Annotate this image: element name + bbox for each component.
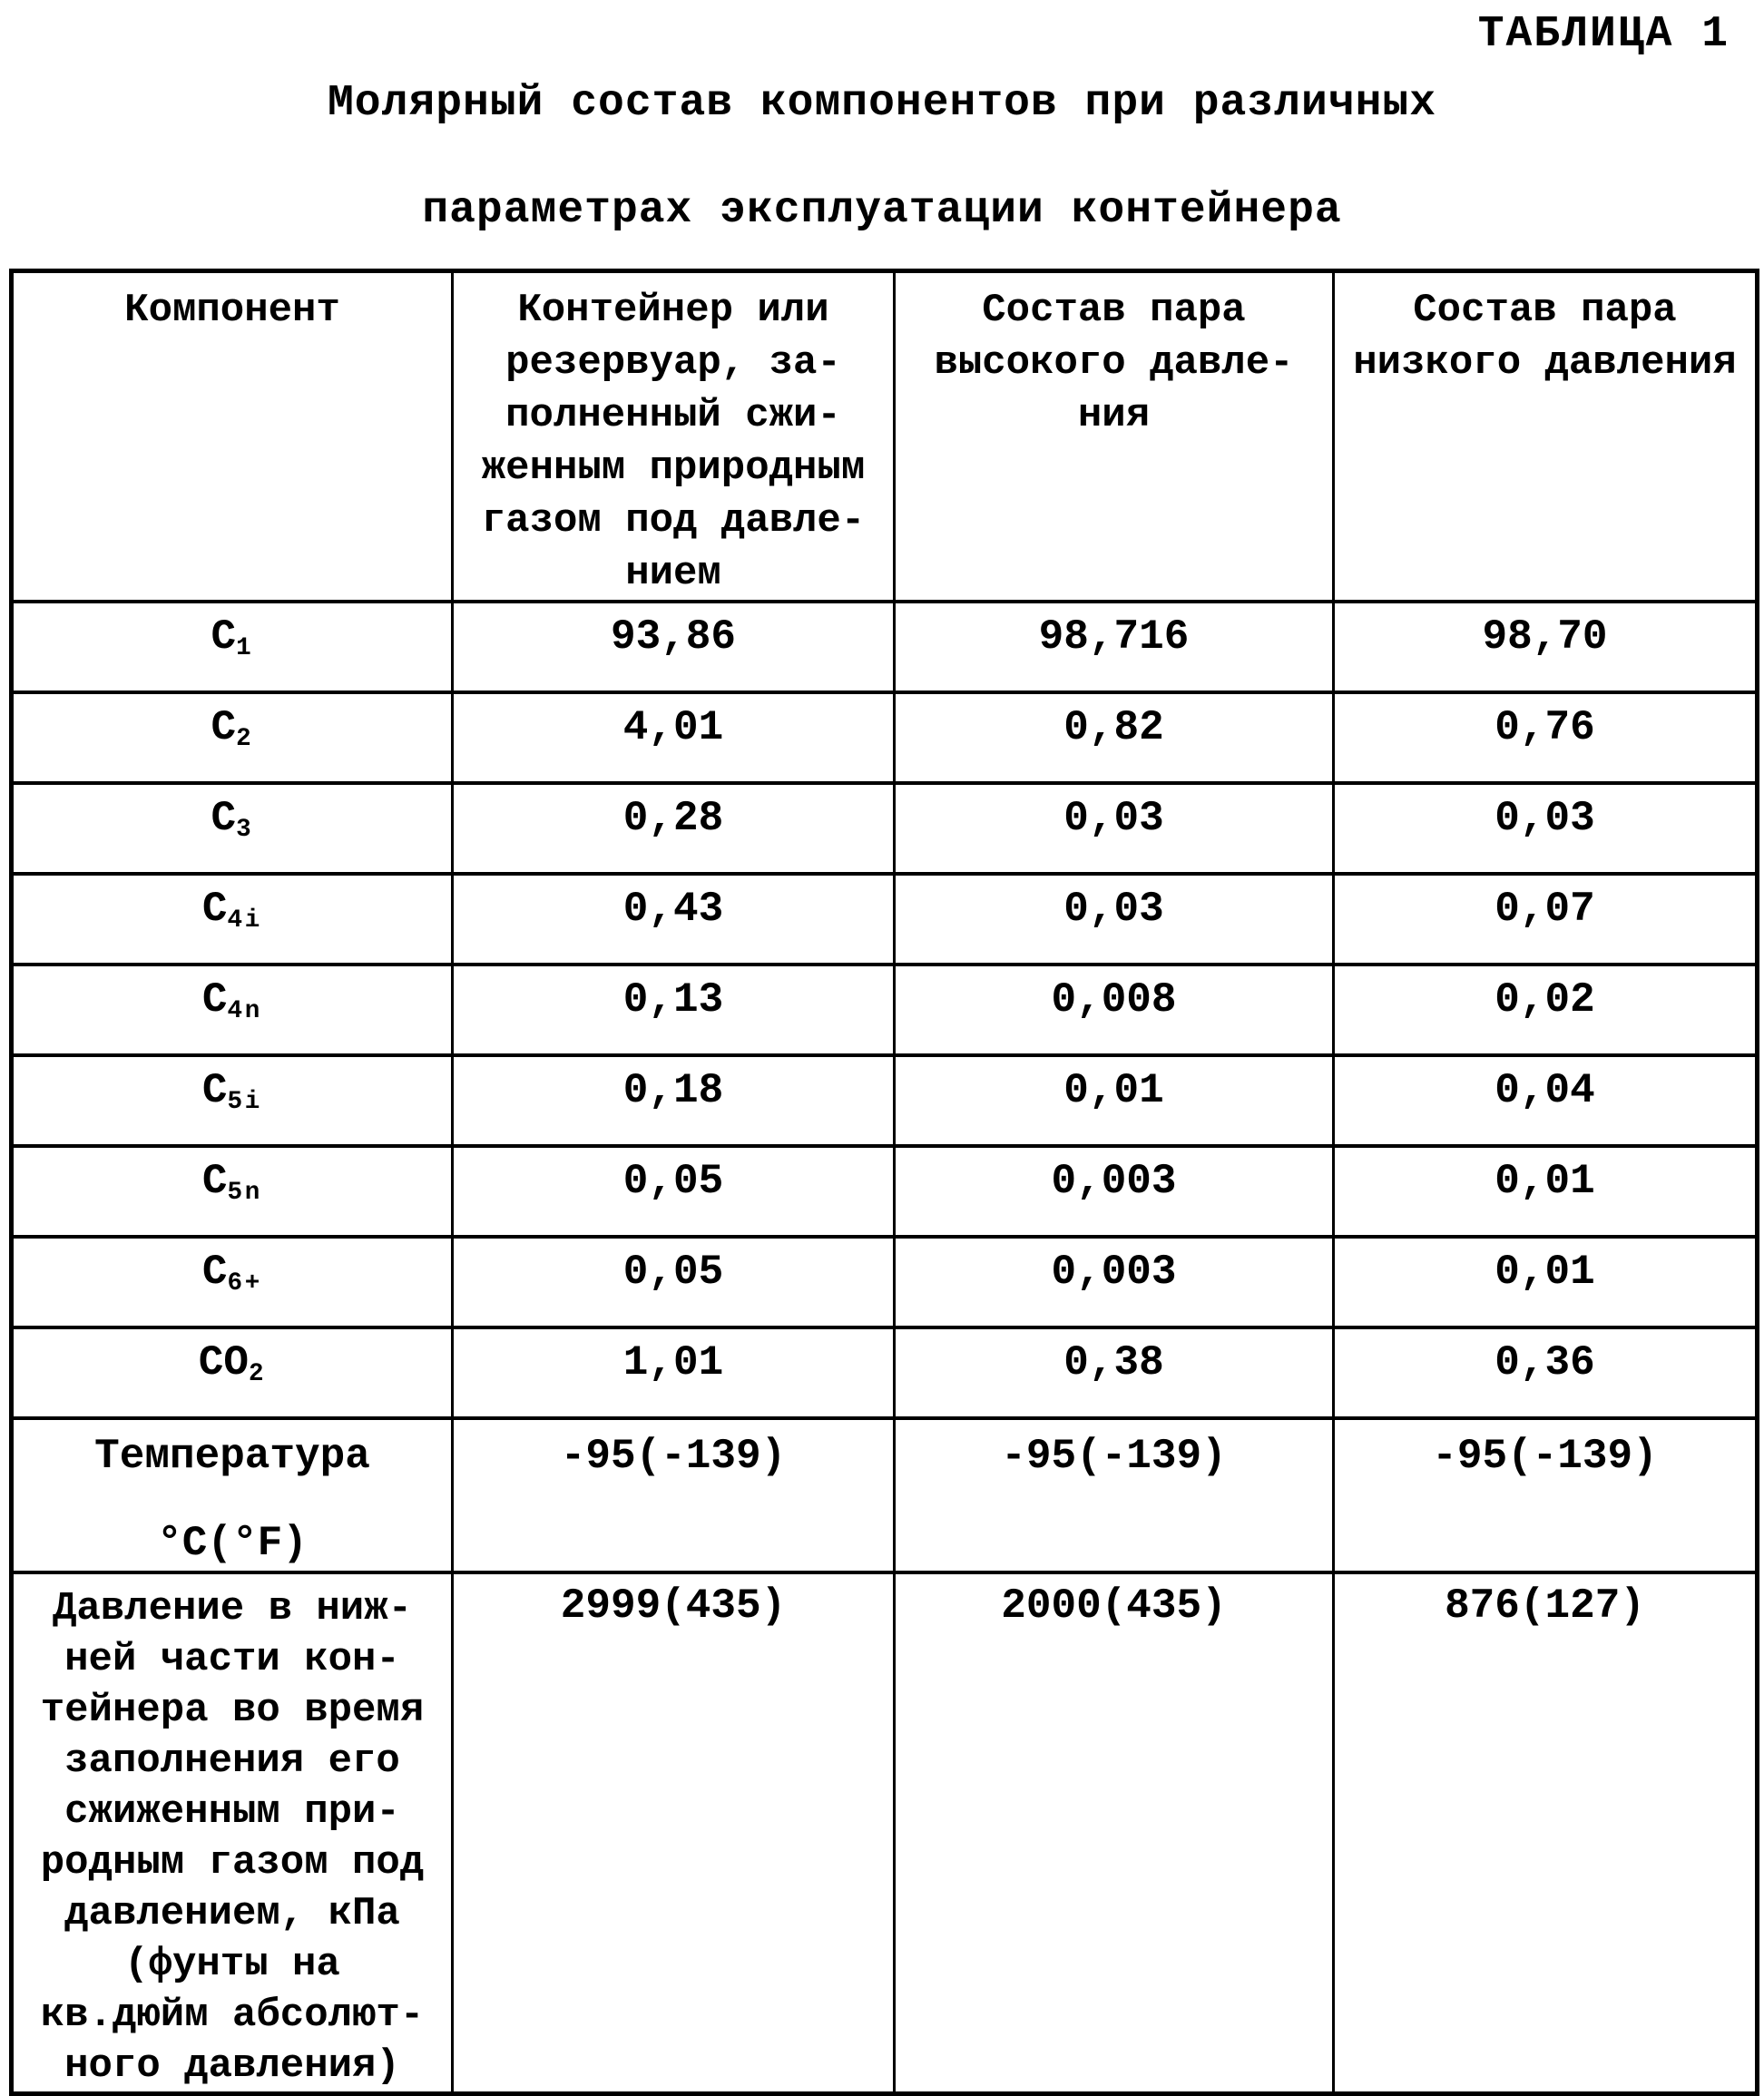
component-subscript: 1	[236, 633, 254, 662]
component-symbol: CO	[198, 1339, 249, 1386]
value-cell: 0,03	[895, 783, 1334, 874]
component-cell	[12, 783, 453, 874]
molar-composition-table	[9, 269, 1759, 2096]
table-row	[12, 783, 1758, 874]
table-row	[12, 1146, 1758, 1237]
table-row	[12, 1327, 1758, 1418]
value-cell: 0,01	[1334, 1146, 1758, 1237]
value-cell: 0,05	[453, 1146, 895, 1237]
component-symbol: C	[201, 1249, 228, 1296]
value-cell: 0,05	[453, 1237, 895, 1327]
component-cell	[12, 965, 453, 1055]
component-cell	[12, 602, 453, 692]
component-subscript: 3	[236, 815, 254, 844]
component-symbol: C	[211, 704, 237, 751]
table-caption-number: ТАБЛИЦА 1	[1477, 10, 1730, 59]
component-symbol: C	[201, 886, 228, 933]
component-cell	[12, 874, 453, 965]
component-symbol: C	[211, 795, 237, 842]
value-cell: 4,01	[453, 692, 895, 783]
temperature-units: °C(°F)	[157, 1520, 308, 1567]
component-cell	[12, 1055, 453, 1146]
column-header-component: Компонент	[12, 271, 453, 602]
table-row	[12, 692, 1758, 783]
value-cell: 2999(435)	[453, 1572, 895, 2094]
value-cell: 0,03	[1334, 783, 1758, 874]
value-cell: 0,36	[1334, 1327, 1758, 1418]
value-cell: -95(-139)	[453, 1418, 895, 1572]
pressure-label: Давление в ниж- ней части кон- тейнера во время заполнения его сжиженным при- родным газом под давлением, кПа (фунты на кв.дюйм абсолют- ного давления)	[40, 1586, 425, 2089]
value-cell: 0,18	[453, 1055, 895, 1146]
component-subscript: 5n	[227, 1178, 263, 1207]
component-cell	[12, 1237, 453, 1327]
table-row	[12, 602, 1758, 692]
value-cell: 0,03	[895, 874, 1334, 965]
value-cell: 876(127)	[1334, 1572, 1758, 2094]
component-symbol: C	[201, 1158, 228, 1205]
table-row	[12, 1055, 1758, 1146]
column-header-container-lng: Контейнер или резервуар, за- полненный сжи- женным природным газом под давле- нием	[453, 271, 895, 602]
component-symbol: C	[201, 1067, 228, 1114]
value-cell: 2000(435)	[895, 1572, 1334, 2094]
value-cell: 0,01	[1334, 1237, 1758, 1327]
value-cell: -95(-139)	[895, 1418, 1334, 1572]
value-cell: -95(-139)	[1334, 1418, 1758, 1572]
table-row	[12, 1237, 1758, 1327]
temperature-label-cell	[12, 1418, 453, 1572]
pressure-label-cell	[12, 1572, 453, 2094]
value-cell: 98,716	[895, 602, 1334, 692]
value-cell: 1,01	[453, 1327, 895, 1418]
value-cell: 0,82	[895, 692, 1334, 783]
value-cell: 98,70	[1334, 602, 1758, 692]
value-cell: 0,38	[895, 1327, 1334, 1418]
value-cell: 0,02	[1334, 965, 1758, 1055]
value-cell: 0,008	[895, 965, 1334, 1055]
table-row	[12, 965, 1758, 1055]
component-symbol: C	[211, 613, 237, 661]
temperature-label: Температура	[94, 1433, 370, 1480]
component-subscript: 2	[236, 724, 254, 753]
component-cell	[12, 692, 453, 783]
component-subscript: 5i	[227, 1087, 263, 1116]
component-cell	[12, 1327, 453, 1418]
value-cell: 0,003	[895, 1237, 1334, 1327]
component-subscript: 4n	[227, 996, 263, 1025]
pressure-row	[12, 1572, 1758, 2094]
value-cell: 0,13	[453, 965, 895, 1055]
table-header-row	[12, 271, 1758, 602]
column-header-hp-vapor: Состав пара высокого давле- ния	[895, 271, 1334, 602]
temperature-row	[12, 1418, 1758, 1572]
component-subscript: 2	[248, 1359, 267, 1388]
value-cell: 0,07	[1334, 874, 1758, 965]
component-symbol: C	[201, 976, 228, 1024]
value-cell: 0,76	[1334, 692, 1758, 783]
component-cell	[12, 1146, 453, 1237]
component-subscript: 4i	[227, 906, 263, 935]
component-subscript: 6+	[227, 1268, 263, 1298]
value-cell: 0,28	[453, 783, 895, 874]
table-title-line-1: Молярный состав компонентов при различных	[328, 79, 1436, 128]
table-row	[12, 874, 1758, 965]
value-cell: 0,43	[453, 874, 895, 965]
value-cell: 93,86	[453, 602, 895, 692]
table-title-line-2: параметрах эксплуатации контейнера	[422, 186, 1342, 235]
value-cell: 0,003	[895, 1146, 1334, 1237]
value-cell: 0,01	[895, 1055, 1334, 1146]
column-header-lp-vapor: Состав пара низкого давления	[1334, 271, 1758, 602]
value-cell: 0,04	[1334, 1055, 1758, 1146]
